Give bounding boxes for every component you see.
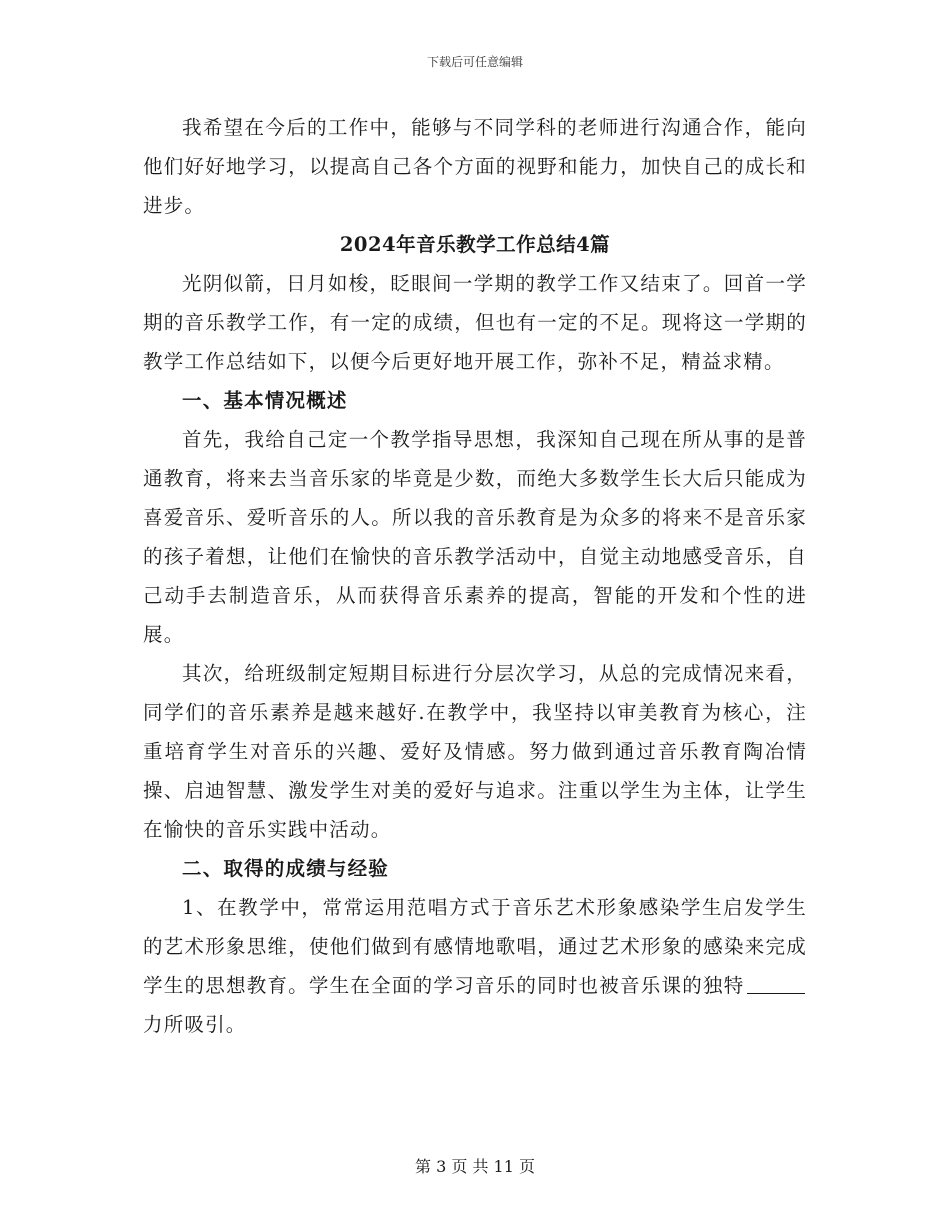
paragraph-item-1-text-a: 1、在教学中，常常运用范唱方式于音乐艺术形象感染学生启发学生的艺术形象思维，使他们做到有感情地歌唱，通过艺术形象的感染来完成学生的思想教育。学生在全面的学习音乐的同时也被音乐课的独特 — [143, 896, 807, 997]
document-title: 2024年音乐教学工作总结4篇 — [339, 233, 611, 256]
paragraph-item-1 — [143, 888, 807, 1044]
document-body — [143, 108, 807, 1044]
section-heading-2: 二、取得的成绩与经验 — [182, 857, 390, 880]
page-number: 第 3 页 共 11 页 — [415, 1157, 535, 1176]
paragraph-first: 首先，我给自己定一个教学指导思想，我深知自己现在所从事的是普通教育，将来去当音乐家的毕竟是少数，而绝大多数学生长大后只能成为喜爱音乐、爱听音乐的人。所以我的音乐教育是为众多的将来不是音乐家的孩子着想，让他们在愉快的音乐教学活动中，自觉主动地感受音乐，自己动手去制造音乐，从而获得音乐素养的提高，智能的开发和个性的进展。 — [143, 428, 807, 646]
paragraph-item-1-text-b: 力所吸引。 — [143, 1013, 247, 1036]
paragraph-intro: 我希望在今后的工作中，能够与不同学科的老师进行沟通合作，能向他们好好地学习，以提高自己各个方面的视野和能力，加快自己的成长和进步。 — [143, 116, 807, 217]
page-header-note: 下载后可任意编辑 — [426, 55, 523, 69]
paragraph-second: 其次，给班级制定短期目标进行分层次学习，从总的完成情况来看，同学们的音乐素养是越来越好.在教学中，我坚持以审美教育为核心，注重培育学生对音乐的兴趣、爱好及情感。努力做到通过音乐教育陶冶情操、启迪智慧、激发学生对美的爱好与追求。注重以学生为主体，让学生在愉快的音乐实践中活动。 — [143, 662, 807, 841]
paragraph-opening: 光阴似箭，日月如梭，眨眼间一学期的教学工作又结束了。回首一学期的音乐教学工作，有一定的成绩，但也有一定的不足。现将这一学期的教学工作总结如下，以便今后更好地开展工作，弥补不足，精益求精。 — [143, 272, 807, 373]
section-heading-1: 一、基本情况概述 — [182, 389, 348, 412]
blank-underline — [747, 974, 806, 995]
